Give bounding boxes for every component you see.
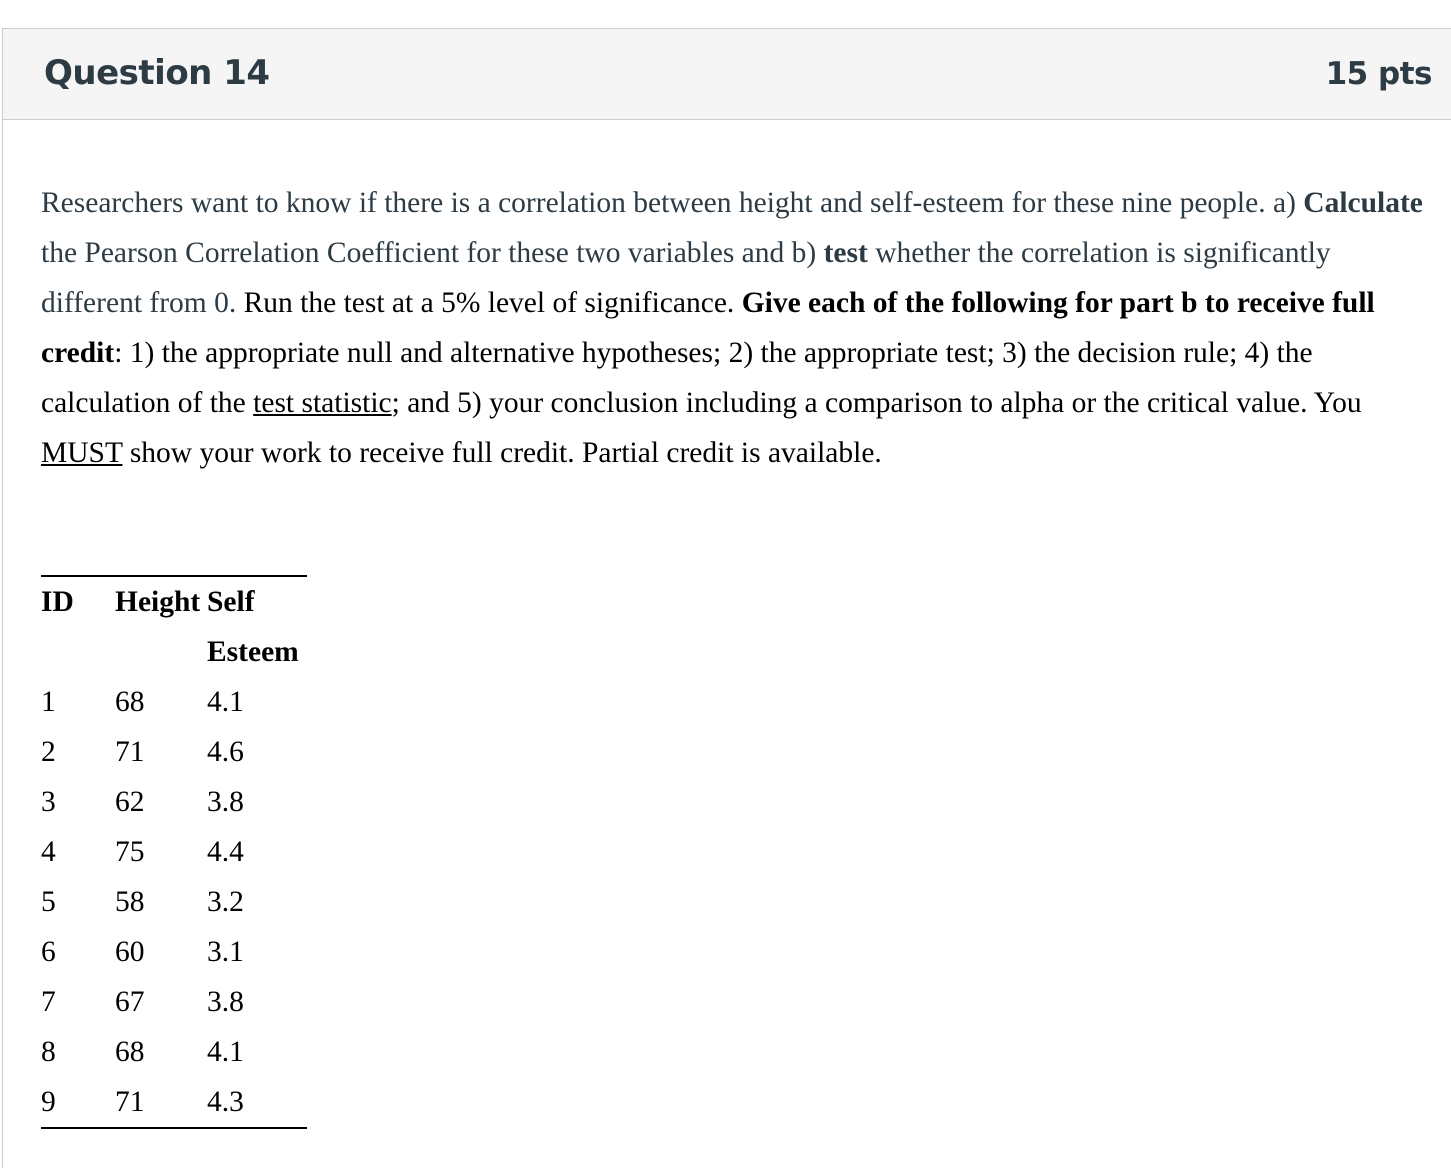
cell-self-esteem: 4.6 — [207, 736, 244, 768]
cell-height: 68 — [115, 1036, 145, 1068]
cell-id: 3 — [41, 786, 56, 818]
question-points: 15 pts — [1325, 56, 1432, 92]
calculate-emphasis: Calculate — [1303, 187, 1423, 219]
cell-height: 58 — [115, 886, 145, 918]
header-height: Height — [115, 586, 201, 618]
cell-self-esteem: 3.1 — [207, 936, 244, 968]
cell-height: 62 — [115, 786, 145, 818]
cell-height: 71 — [115, 736, 145, 768]
cell-self-esteem: 4.4 — [207, 836, 244, 868]
question-header — [3, 29, 1451, 120]
header-self: Self — [207, 586, 255, 618]
table-header-row — [41, 576, 307, 627]
table-row — [41, 777, 307, 827]
cell-self-esteem: 4.1 — [207, 1036, 244, 1068]
table-row — [41, 927, 307, 977]
test-emphasis: test — [823, 237, 868, 269]
header-blank — [41, 627, 115, 677]
table-row — [41, 977, 307, 1027]
data-table — [41, 575, 307, 1129]
cell-self-esteem: 4.1 — [207, 686, 244, 718]
must-underline: MUST — [41, 437, 123, 469]
table-row — [41, 1027, 307, 1077]
question-text-part: the Pearson Correlation Coefficient for these two variables and b) — [41, 237, 824, 269]
question-text-part: whether the correlation is significantly different from 0. — [41, 237, 1331, 319]
cell-height: 68 — [115, 686, 145, 718]
cell-self-esteem: 3.8 — [207, 986, 244, 1018]
table-row — [41, 877, 307, 927]
table-row — [41, 677, 307, 727]
cell-id: 5 — [41, 886, 56, 918]
cell-id: 2 — [41, 736, 56, 768]
table-row — [41, 727, 307, 777]
table-header-row-2 — [41, 627, 307, 677]
header-blank — [115, 627, 207, 677]
question-text — [41, 178, 1426, 478]
question-text-part: show your work to receive full credit. Partial credit is available. — [122, 437, 882, 469]
cell-height: 75 — [115, 836, 145, 868]
cell-id: 7 — [41, 986, 56, 1018]
cell-id: 9 — [41, 1086, 56, 1118]
cell-id: 6 — [41, 936, 56, 968]
cell-height: 67 — [115, 986, 145, 1018]
question-text-part: : 1) the appropriate null and alternative hypotheses; 2) the appropriate test; 3) the decision rule; 4) the calculation of the — [41, 337, 1313, 419]
header-id: ID — [41, 586, 74, 618]
cell-self-esteem: 3.8 — [207, 786, 244, 818]
cell-self-esteem: 3.2 — [207, 886, 244, 918]
question-text-part: Run the test at a 5% level of significance. — [236, 287, 742, 319]
full-credit-emphasis: Give each of the following for part b to receive full credit — [41, 287, 1375, 369]
cell-id: 8 — [41, 1036, 56, 1068]
table-row — [41, 827, 307, 877]
cell-height: 71 — [115, 1086, 145, 1118]
test-statistic-underline: test statistic — [253, 387, 392, 419]
question-title: Question 14 — [44, 53, 270, 93]
table-row — [41, 1077, 307, 1128]
cell-id: 1 — [41, 686, 56, 718]
header-esteem: Esteem — [207, 636, 299, 668]
cell-id: 4 — [41, 836, 56, 868]
cell-height: 60 — [115, 936, 145, 968]
cell-self-esteem: 4.3 — [207, 1086, 244, 1118]
question-text-part: Researchers want to know if there is a correlation between height and self-esteem for these nine people. a) — [41, 187, 1304, 219]
question-text-part: ; and 5) your conclusion including a comparison to alpha or the critical value. You — [391, 387, 1362, 419]
